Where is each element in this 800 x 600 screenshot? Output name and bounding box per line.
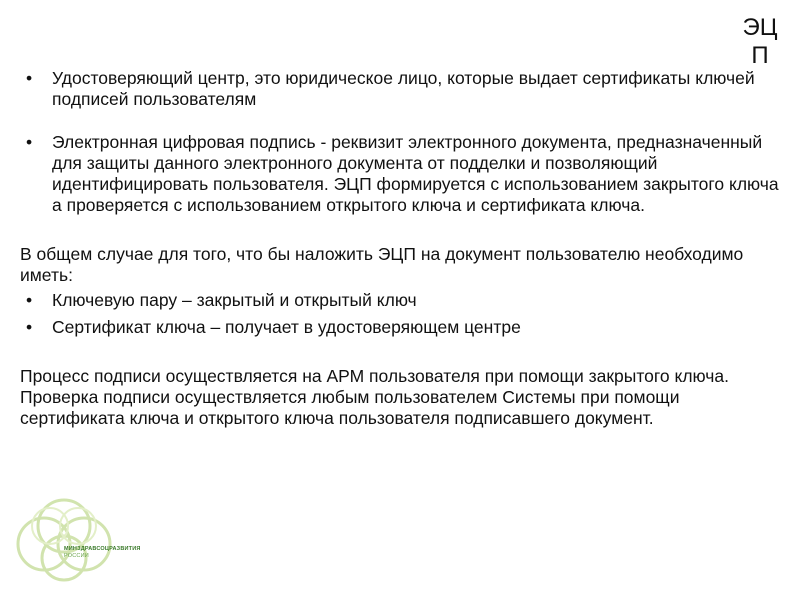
bullet-marker: • xyxy=(26,290,33,310)
logo-rings-icon xyxy=(14,496,184,590)
slide-title-line2: П xyxy=(751,42,769,69)
slide-title xyxy=(740,14,780,70)
bullet-marker: • xyxy=(26,68,33,88)
logo-caption xyxy=(64,546,141,560)
bottom-bullet-list xyxy=(20,290,780,338)
top-bullet-list xyxy=(20,68,780,216)
spacer xyxy=(20,110,780,132)
bullet-text-certificate: Сертификат ключа – получает в удостоверяющем центре xyxy=(52,317,521,337)
list-item xyxy=(20,68,780,110)
bullet-text-digital-signature: Электронная цифровая подпись - реквизит электронного документа, предназначенный для защиты данного электронного документа от подделки и позволяющий идентифицировать пользователя. ЭЦП формируется с использованием закрытого ключа а проверяется с использованием открытого ключа и сертификата ключа. xyxy=(52,132,779,215)
list-item xyxy=(20,317,780,338)
ministry-logo xyxy=(14,496,184,590)
logo-caption-line2: РОССИИ xyxy=(64,553,89,559)
bullet-text-certification-center: Удостоверяющий центр, это юридическое лицо, которые выдает сертификаты ключей подписей пользователям xyxy=(52,68,755,109)
bullet-marker: • xyxy=(26,132,33,152)
bullet-text-key-pair: Ключевую пару – закрытый и открытый ключ xyxy=(52,290,417,310)
list-item xyxy=(20,132,780,216)
slide-body xyxy=(20,68,780,429)
bullet-marker: • xyxy=(26,317,33,337)
process-paragraph: Процесс подписи осуществляется на АРМ пользователя при помощи закрытого ключа. Проверка подписи осуществляется любым пользователем Системы при помощи сертификата ключа и открытого ключа пользователя подписавшего документ. xyxy=(20,366,729,428)
logo-caption-line1: МИНЗДРАВСОЦРАЗВИТИЯ xyxy=(64,546,141,552)
list-item xyxy=(20,290,780,311)
slide-title-line1: ЭЦ xyxy=(742,14,778,41)
general-case-paragraph: В общем случае для того, что бы наложить ЭЦП на документ пользователю необходимо иметь: xyxy=(20,244,744,285)
